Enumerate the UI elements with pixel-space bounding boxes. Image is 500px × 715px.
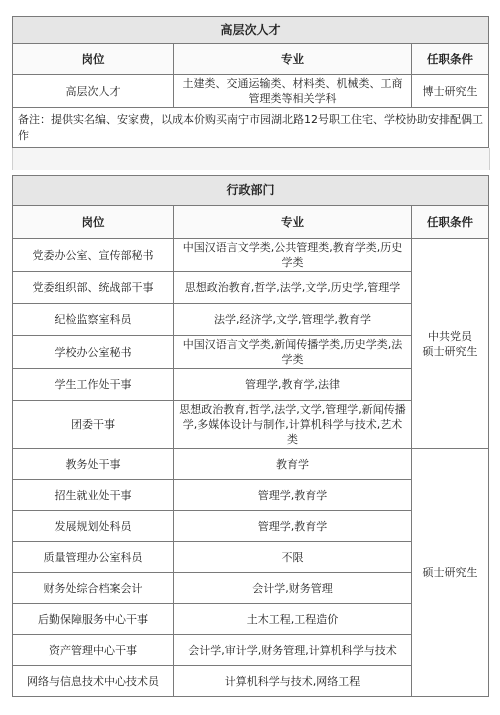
cell-major: 思想政治教育,哲学,法学,文学,管理学,新闻传播学,多媒体设计与制作,计算机科学与技术,艺术类 bbox=[174, 401, 412, 449]
administrative-table bbox=[12, 175, 489, 697]
cell-major: 法学,经济学,文学,管理学,教育学 bbox=[174, 304, 412, 336]
cell-position: 发展规划处科员 bbox=[13, 511, 174, 542]
header-major: 专业 bbox=[174, 206, 412, 239]
note-text: 备注：提供实名编、安家费，以成本价购买南宁市园湖北路12号职工住宅、学校协助安排配偶工作 bbox=[13, 108, 489, 148]
header-requirement: 任职条件 bbox=[412, 44, 489, 75]
cell-major: 中国汉语言文学类,公共管理类,教育学类,历史学类 bbox=[174, 239, 412, 272]
cell-major: 教育学 bbox=[174, 449, 412, 480]
cell-position: 党委组织部、统战部干事 bbox=[13, 272, 174, 304]
cell-requirement: 中共党员 硕士研究生 bbox=[412, 239, 489, 449]
cell-position: 纪检监察室科员 bbox=[13, 304, 174, 336]
cell-position: 财务处综合档案会计 bbox=[13, 573, 174, 604]
cell-position: 招生就业处干事 bbox=[13, 480, 174, 511]
header-position: 岗位 bbox=[13, 206, 174, 239]
cell-major: 思想政治教育,哲学,法学,文学,历史学,管理学 bbox=[174, 272, 412, 304]
high-level-talent-table bbox=[12, 16, 489, 148]
cell-major: 土木工程,工程造价 bbox=[174, 604, 412, 635]
table-row bbox=[13, 75, 489, 108]
cell-major: 会计学,财务管理 bbox=[174, 573, 412, 604]
cell-requirement: 博士研究生 bbox=[412, 75, 489, 108]
cell-position: 后勤保障服务中心干事 bbox=[13, 604, 174, 635]
cell-position: 网络与信息技术中心技术员 bbox=[13, 666, 174, 697]
table-row bbox=[13, 239, 489, 272]
cell-position: 资产管理中心干事 bbox=[13, 635, 174, 666]
cell-major: 不限 bbox=[174, 542, 412, 573]
cell-requirement: 硕士研究生 bbox=[412, 449, 489, 697]
header-position: 岗位 bbox=[13, 44, 174, 75]
cell-major: 计算机科学与技术,网络工程 bbox=[174, 666, 412, 697]
section-gap bbox=[12, 148, 490, 170]
cell-major: 管理学,教育学,法律 bbox=[174, 369, 412, 401]
header-requirement: 任职条件 bbox=[412, 206, 489, 239]
header-major: 专业 bbox=[174, 44, 412, 75]
cell-position: 教务处干事 bbox=[13, 449, 174, 480]
cell-position: 质量管理办公室科员 bbox=[13, 542, 174, 573]
cell-position: 团委干事 bbox=[13, 401, 174, 449]
section-title-high-level: 高层次人才 bbox=[13, 17, 489, 44]
cell-major: 会计学,审计学,财务管理,计算机科学与技术 bbox=[174, 635, 412, 666]
cell-position: 高层次人才 bbox=[13, 75, 174, 108]
cell-major: 管理学,教育学 bbox=[174, 480, 412, 511]
cell-position: 学生工作处干事 bbox=[13, 369, 174, 401]
cell-major: 管理学,教育学 bbox=[174, 511, 412, 542]
cell-position: 学校办公室秘书 bbox=[13, 336, 174, 369]
table-row bbox=[13, 449, 489, 480]
section-title-administrative: 行政部门 bbox=[13, 176, 489, 206]
cell-major: 中国汉语言文学类,新闻传播学类,历史学类,法学类 bbox=[174, 336, 412, 369]
cell-major: 土建类、交通运输类、材料类、机械类、工商管理类等相关学科 bbox=[174, 75, 412, 108]
cell-position: 党委办公室、宣传部秘书 bbox=[13, 239, 174, 272]
